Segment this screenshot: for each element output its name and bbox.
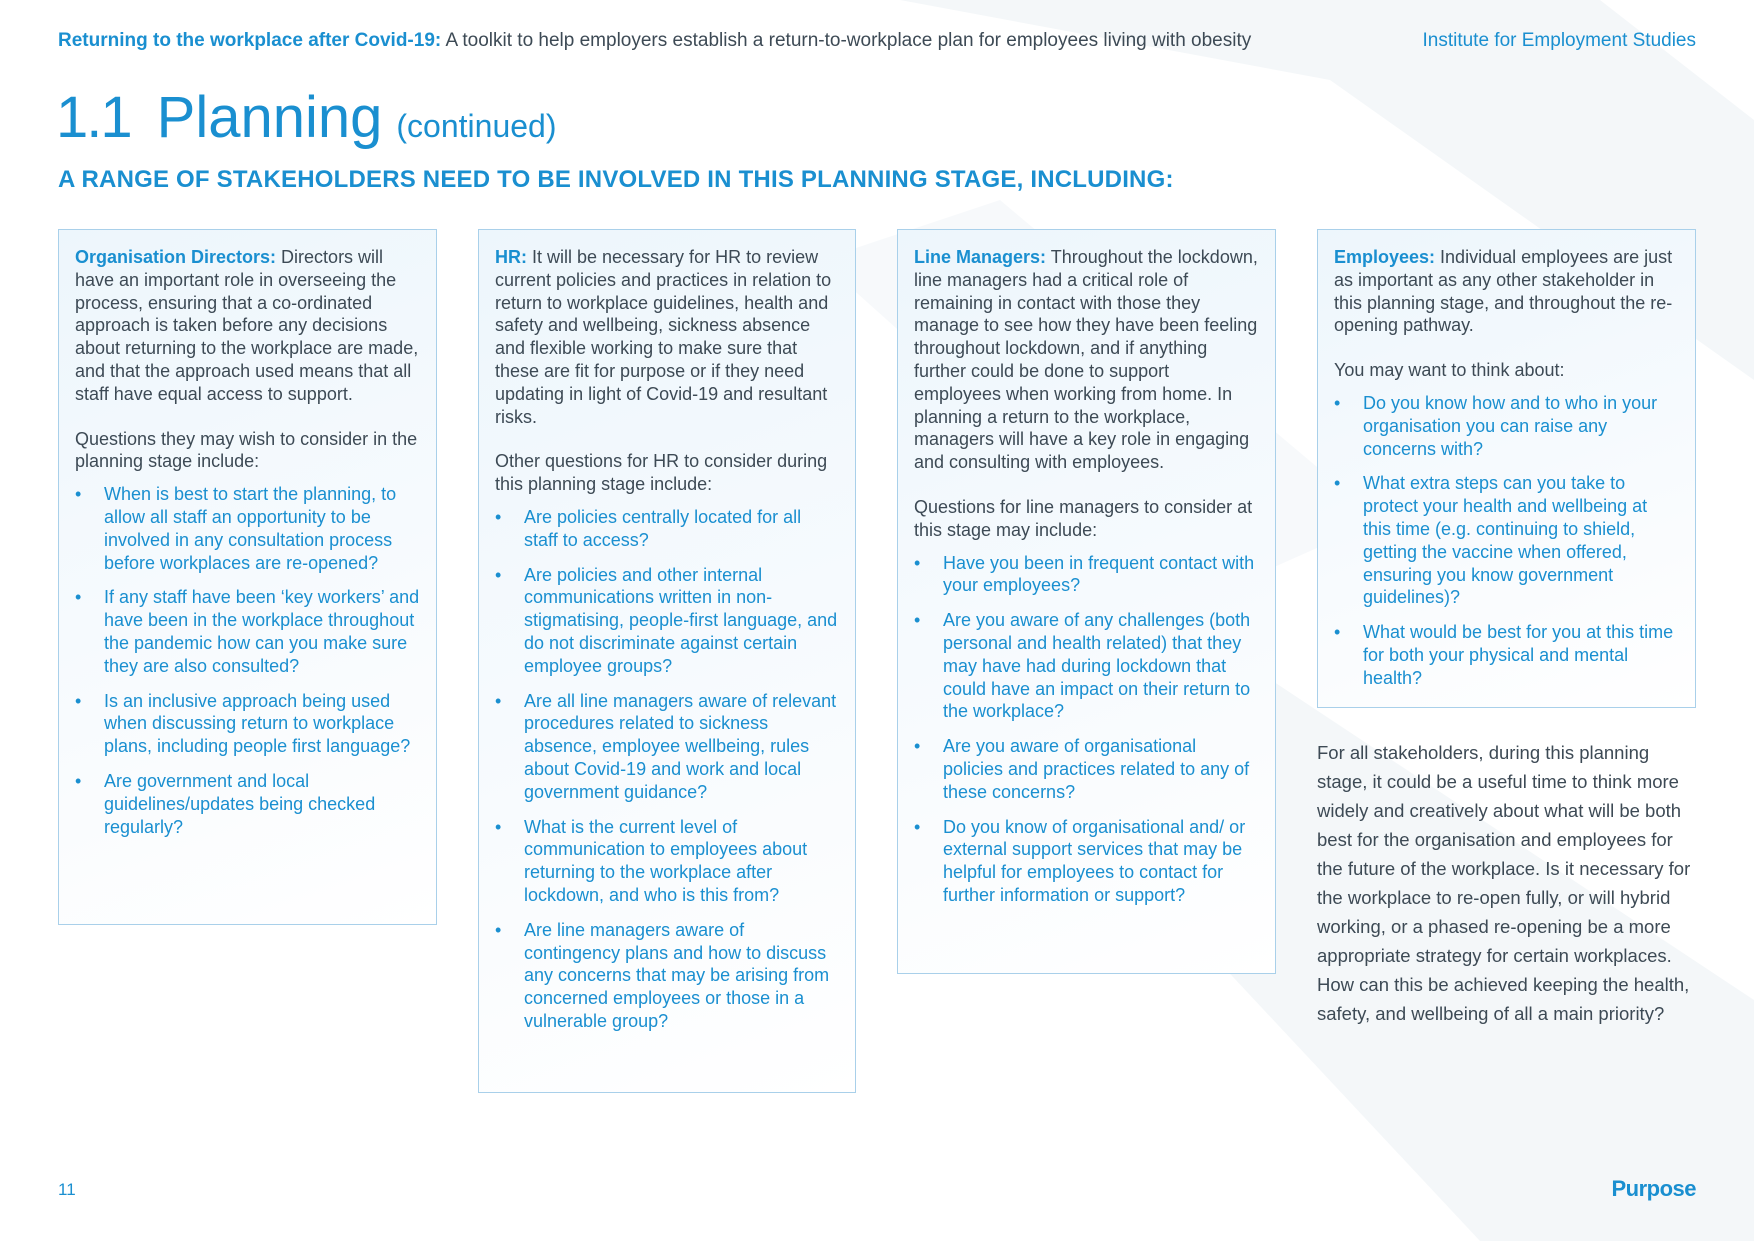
list-item: • What would be best for you at this time for both your physical and mental health? (1334, 621, 1679, 689)
section-number: 1.1 (56, 85, 131, 150)
list-item: • If any staff have been ‘key workers’ and have been in the workplace throughout the pandemic how can you make sure they are also consulted? (75, 586, 420, 677)
section-title: Planning (156, 85, 383, 150)
card-question-heading: Questions for line managers to consider at this stage may include: (914, 496, 1253, 540)
list-item: • Are government and local guidelines/updates being checked regularly? (75, 770, 420, 838)
page-number: 11 (58, 1180, 76, 1199)
section-continued: (continued) (396, 108, 557, 144)
list-item: • Are you aware of organisational policies and practices related to any of these concerns? (914, 735, 1259, 803)
card-label: HR: (495, 247, 527, 267)
stakeholder-card-line-managers (897, 229, 1276, 974)
list-item: • Are policies and other internal communications written in non-stigmatising, people-first language, and do not discriminate against certain employee groups? (495, 564, 839, 678)
card-intro-text: It will be necessary for HR to review current policies and practices in relation to return to workplace guidelines, health and safety and wellbeing, sickness absence and flexible working to make sure that these are fit for purpose or if they need updating in light of Covid-19 and resultant risks. (495, 247, 832, 427)
list-item: • Do you know how and to who in your organisation you can raise any concerns with? (1334, 392, 1679, 460)
brand-logo: Purpose (1611, 1176, 1696, 1201)
card-bullet-list (914, 552, 1259, 907)
stakeholder-card-hr (478, 229, 856, 1093)
card-label: Line Managers: (914, 247, 1047, 267)
list-item: • Are you aware of any challenges (both personal and health related) that they may have had during lockdown that could have an impact on their return to the workplace? (914, 609, 1259, 723)
card-intro (75, 246, 420, 406)
card-bullet-list (75, 483, 420, 838)
card-intro (1334, 246, 1679, 337)
list-item: • What is the current level of communication to employees about returning to the workplace after lockdown, and who is this from? (495, 816, 839, 907)
card-question-heading: You may want to think about: (1334, 360, 1565, 381)
list-item: • Are line managers aware of contingency plans and how to discuss any concerns that may be arising from concerned employees or those in a vulnerable group? (495, 919, 839, 1033)
document-header (58, 30, 1696, 60)
card-label: Organisation Directors: (75, 247, 277, 267)
card-intro-text: Throughout the lockdown, line managers had a critical role of remaining in contact with those they manage to see how they have been feeling throughout lockdown, and if anything further could be done to support employees when working from home. In planning a return to the workplace, managers will have a key role in engaging and consulting with employees. (914, 247, 1258, 473)
list-item: • Are all line managers aware of relevant procedures related to sickness absence, employee wellbeing, rules about Covid-19 and work and local government guidance? (495, 690, 839, 804)
card-bullet-list (495, 506, 839, 1033)
card-label: Employees: (1334, 247, 1436, 267)
list-item: • Is an inclusive approach being used when discussing return to workplace plans, including people first language? (75, 690, 420, 758)
list-item: • Do you know of organisational and/ or external support services that may be helpful for employees to contact for further information or support? (914, 816, 1259, 907)
list-item: • What extra steps can you take to protect your health and wellbeing at this time (e.g. continuing to shield, getting the vaccine when offered, ensuring you know government guidelines)? (1334, 472, 1679, 609)
card-intro-text: Individual employees are just as important as any other stakeholder in this planning stage, and throughout the re-opening pathway. (1334, 247, 1673, 336)
card-intro-text: Directors will have an important role in overseeing the process, ensuring that a co-ordinated approach is taken before any decisions about returning to the workplace are made, and that the approach used means that all staff have equal access to support. (75, 247, 419, 404)
card-intro (495, 246, 839, 428)
list-item: • Have you been in frequent contact with your employees? (914, 552, 1259, 598)
section-subheading: A RANGE OF STAKEHOLDERS NEED TO BE INVOLVED IN THIS PLANNING STAGE, INCLUDING: (58, 166, 1174, 193)
list-item: • When is best to start the planning, to allow all staff an opportunity to be involved in any consultation process before workplaces are re-opened? (75, 483, 420, 574)
card-intro (914, 246, 1259, 474)
closing-paragraph: For all stakeholders, during this planning stage, it could be a useful time to think more widely and creatively about what will be both best for the organisation and employees for the future of the workplace. Is it necessary for the workplace to re-open fully, or will hybrid working, or a phased re-opening be a more appropriate strategy for certain workplaces. How can this be achieved keeping the health, safety, and wellbeing of all a main priority? (1317, 742, 1691, 1024)
header-subtitle: A toolkit to help employers establish a return-to-workplace plan for employees living with obesity (445, 30, 1252, 51)
page-title (56, 84, 556, 151)
header-lead: Returning to the workplace after Covid-19: (58, 30, 442, 51)
header-organisation: Institute for Employment Studies (1422, 30, 1696, 51)
list-item: • Are policies centrally located for all staff to access? (495, 506, 839, 552)
card-question-heading: Questions they may wish to consider in the planning stage include: (75, 428, 418, 472)
stakeholder-card-employees (1317, 229, 1696, 708)
card-question-heading: Other questions for HR to consider during this planning stage include: (495, 451, 828, 495)
stakeholder-card-directors (58, 229, 437, 925)
card-bullet-list (1334, 392, 1679, 690)
